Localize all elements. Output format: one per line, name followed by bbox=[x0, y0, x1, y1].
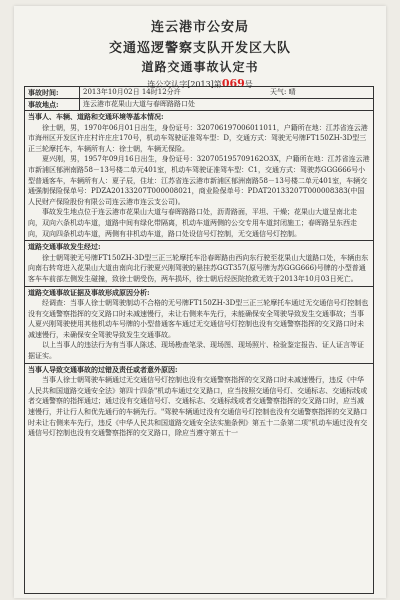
process-section bbox=[25, 241, 373, 286]
weather-label: 天气: bbox=[270, 88, 287, 96]
report-table bbox=[24, 86, 374, 594]
document-title: 道路交通事故认定书 bbox=[141, 60, 259, 74]
parties-section bbox=[25, 111, 373, 241]
weather-cell bbox=[267, 87, 373, 98]
docno-prefix: 连公交认字[2013]第 bbox=[147, 80, 222, 89]
document-header bbox=[14, 16, 386, 90]
weather-value: 晴 bbox=[288, 88, 296, 96]
scene-description: 事故发生地点位于连云港市花果山大道与春晖路路口处，沥青路面，平坦、干燥；花果山大道呈南北走向，双向六条机动车道，道路中间有绿化带隔离，机动车道两侧的公交专用车道封闭施工；春晖路呈东西走向，双向四条机动车道，两侧有非机动车道，路口处设信号灯控制，无交通信号灯控制。 bbox=[28, 208, 357, 238]
time-label: 事故时间: bbox=[25, 87, 80, 98]
fault-text: 当事人徐士朝驾驶车辆通过无交通信号灯控制也没有交通警察指挥的交叉路口时未减速慢行，违反《中华人民共和国道路交通安全法》第四十四条"机动车通过交叉路口，应当按照交通信号灯、交通标志、交通标线或者交通警察的指挥通过；通过没有交通信号灯、交通标志、交通标线或者交通警察指挥的交叉路口时，应当减速慢行，并让行人和优先通行的车辆先行。"驾驶车辆通过没有交通信号灯控制也没有交通警察指挥的交叉路口时未让右侧来车先行，违反《中华人民共和国道路交通安全法实施条例》第五十二条第二项"机动车通过没有交通信号灯控制也没有交通警察指挥的交叉路口，除应当遵守第五十一 bbox=[28, 376, 368, 438]
party-1-info: 徐士朝，男，1970年06月01日出生，身份证号：320706197006011011，户籍所在地：江苏省连云港市海州区开发区许庄村许庄庄170号，机动车驾驶证准驾车型：D，交通方式：驾驶无号牌FT150ZH-3D型三正三轮摩托车，车辆所有人：徐士朝，车辆无保险。 bbox=[28, 123, 368, 153]
place-row bbox=[25, 99, 373, 111]
process-text: 徐士朝驾驶无号牌FT150ZH-3D型三正三轮摩托车沿春晖路由西向东行驶至花果山大道路口处，车辆由东向南右转弯进入花果山大道由南向北行驶夏兴刚驾驶的悬挂苏GGT357(原号牌为苏GGG666)号牌的小型普通客车车前部左侧发生碰撞，致徐士朝受伤，两车损坏，徐士朝后经医院抢救无效于2013年10月03日死亡。 bbox=[28, 253, 369, 283]
evidence-text-1: 经调查：当事人徐士朝驾驶制动不合格的无号牌FT150ZH-3D型三正三轮摩托车通过无交通信号灯控制也没有交通警察指挥的交叉路口时未减速慢行，未让右侧来车先行，未能确保安全驾驶导致发生交通事故；当事人夏兴刚驾驶使用其他机动车号牌的小型普通客车通过无交通信号灯控制也没有交通警察指挥的交叉路口时未减速慢行，未确保安全驾驶导致发生交通事故。 bbox=[28, 299, 369, 339]
party-2-info: 夏兴刚，男，1957年09月16日出生，身份证号：320705195709162O3X，户籍所在地：江苏省连云港市新浦区郁洲南路58－13号楼二单元401室，机动车驾驶证准驾车型：C1，交通方式：驾驶苏GGG666号小型普通客车，车辆所有人：夏子辰，住址：江苏省连云港市新浦区郁洲南路58－13号楼二单元401室，车辆交通强制保险保单号：PDZA20133207T000008021，商业险保单号：PDAT20133207T000008383(中国人民财产保险股份有限公司连云港市连云支公司)。 bbox=[28, 155, 370, 206]
parties-title: 当事人、车辆、道路和交通环境等基本情况: bbox=[28, 112, 164, 121]
evidence-title: 道路交通事故证据及事故形成原因分析: bbox=[28, 287, 150, 297]
fault-title: 当事人导致交通事故的过错及责任或者意外原因: bbox=[28, 364, 178, 374]
docno-suffix: 号 bbox=[244, 80, 253, 89]
evidence-text-2: 以上当事人的违法行为有当事人陈述、现场勘查笔录、现场图、现场照片、检验鉴定报告、证人证言等证据证实。 bbox=[28, 341, 364, 361]
place-label: 事故地点: bbox=[25, 99, 80, 110]
accident-report-page bbox=[14, 6, 386, 598]
evidence-section bbox=[25, 287, 373, 364]
department-title: 交通巡逻警察支队开发区大队 bbox=[108, 41, 291, 56]
place-value: 连云港市花果山大道与春晖路路口处 bbox=[83, 100, 195, 108]
process-title: 道路交通事故发生经过: bbox=[28, 242, 101, 252]
time-row bbox=[25, 87, 373, 99]
docno-value: 069 bbox=[221, 77, 245, 90]
time-value: 2013年10月02日 14时12分许 bbox=[83, 88, 181, 96]
issuer-title: 连云港市公安局 bbox=[150, 20, 249, 35]
fault-section bbox=[25, 364, 373, 440]
